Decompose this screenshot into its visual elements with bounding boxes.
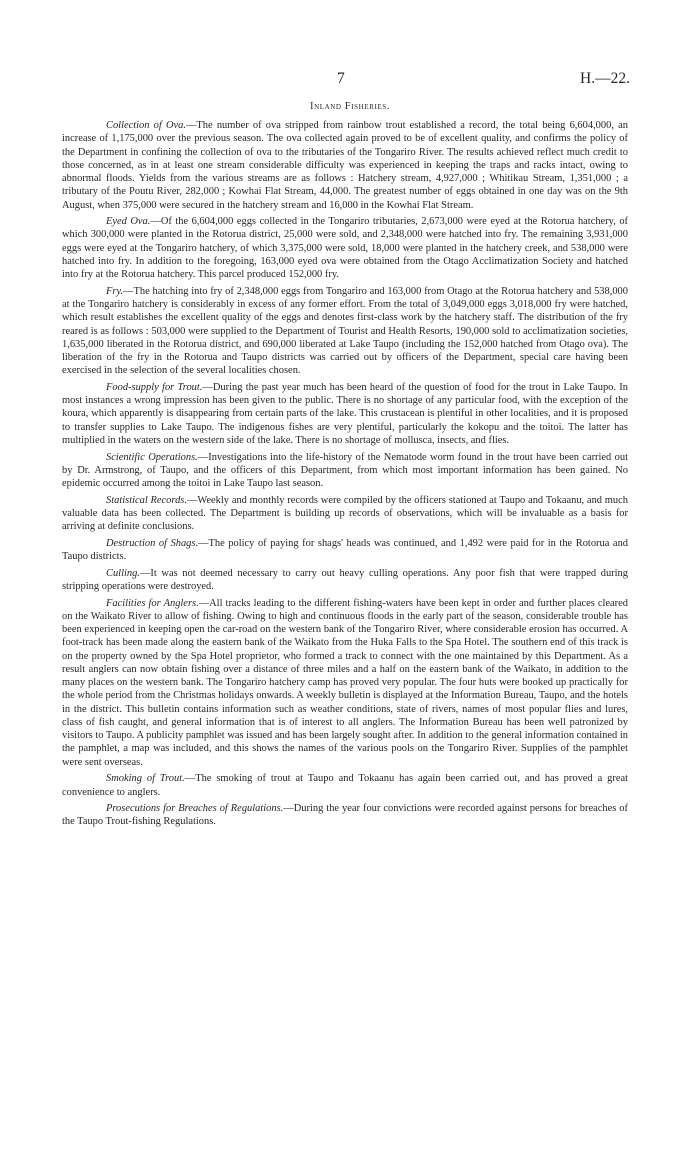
paragraph-heading: Collection of Ova. xyxy=(106,120,186,131)
paragraph-text: —The smoking of trout at Taupo and Tokaanu has again been carried out, and has proved a great convenience to anglers. xyxy=(62,773,628,798)
paragraph-text: —The policy of paying for shags' heads was continued, and 1,492 were paid for in the Rotorua and Taupo districts. xyxy=(62,537,629,563)
document-body xyxy=(62,119,628,832)
paragraph-fry xyxy=(62,285,628,378)
paragraph-text: —All tracks leading to the different fishing-waters have been kept in order and further places cleared on the Waikato River to allow of fishing. Owing to high and continuous floods in the early part of the season, considerable trouble has been experienced in keeping open the car-road on the western bank of the Tongariro River, where considerable erosion has occurred. A foot-track has been made along the eastern bank of the Waikato from the Huka Falls to the Spa Hotel. The southern end of this track is on the property owned by the Spa Hotel proprietor, who formed a track to connect with the one maintained by this Department. As a result anglers can now obtain fishing over a distance of three miles and a half on the eastern bank of the Waikato, in addition to the many places on the western bank. The Tongariro hatchery camp has proved very popular. The four huts were booked up practically for the whole period from the Christmas holidays onwards. A weekly bulletin is displayed at the Information Bureau, Taupo, and the hotels in the district. This bulletin contains information such as weather conditions, state of rivers, names of most popular flies and lures, class of fish caught, and general information that is of interest to all anglers. The Information Bureau has been well patronized by visitors to Taupo. A publicity pamphlet was issued and has been largely sought after. In addition to the general information contained in the pamphlet, a map was included, and this shows the names of the various pools on the Tongariro River. Supplies of the pamphlet were sent overseas. xyxy=(62,597,628,768)
paragraph-food-supply xyxy=(62,381,628,447)
paragraph-heading: Prosecutions for Breaches of Regulations. xyxy=(106,803,284,815)
page-header xyxy=(60,70,630,94)
paragraph-culling xyxy=(62,567,628,594)
paragraph-collection-of-ova xyxy=(62,119,628,212)
paragraph-smoking-of-trout xyxy=(62,772,628,799)
paragraph-text: —The hatching into fry of 2,348,000 eggs from Tongariro and 163,000 from Otago at the Rotorua hatchery and 538,000 at the Tongariro hatchery is considerably in excess of any former effort. From the total of 3,049,000 eggs 3,018,000 fry were hatched, which result establishes the excellent quality of the eggs and denotes first-class work by the hatchery staff. The distribution of the fry reared is as follows : 503,000 were supplied to the Department of Tourist and Health Resorts, 190,000 sold to acclimatization societies, 1,635,000 liberated in the Rotorua district, and 690,000 liberated at Lake Taupo (including the 152,000 hatched from Otago ova). The liberation of the fry in the Rotorua and Taupo districts was carried out by officers of the Department, special care having been exercised in the selection of the several localities chosen. xyxy=(62,285,628,377)
paragraph-text: —The number of ova stripped from rainbow trout established a record, the total being 6,604,000, an increase of 1,175,000 over the previous season. The ova collected again proved to be of excellent quality, and confirms the policy of the Department in confining the collection of ova to the tributaries of the Tongariro River. The results achieved reflect much credit to those concerned, as in at least one stream considerable difficulty was experienced in keeping the traps and racks intact, owing to abnormal floods. Yields from the various streams are as follows : Hatchery stream, 4,927,000 ; Whitikau Stream, 1,351,000 ; a tributary of the Poutu River, 282,000 ; Kowhai Flat Stream, 44,000. The greatest number of eggs obtained in one day was on the 9th August, when 375,000 were secured in the hatchery stream and 16,000 in the Kowhai Flat Stream. xyxy=(62,120,628,211)
paragraph-prosecutions xyxy=(62,802,628,829)
paragraph-heading: Eyed Ova. xyxy=(106,216,151,228)
paragraph-statistical-records xyxy=(62,494,628,534)
paragraph-text: —Investigations into the life-history of the Nematode worm found in the trout have been carried out by Dr. Armstrong, of Taupo, and the officers of this Department, from which most important information has been gained. No epidemic occurred among the toitoi in Lake Taupo last season. xyxy=(62,451,628,490)
paragraph-facilities-for-anglers xyxy=(62,597,628,769)
paragraph-heading: Fry. xyxy=(106,285,124,297)
paragraph-destruction-of-shags xyxy=(62,537,628,564)
paragraph-scientific-operations xyxy=(62,451,628,491)
document-reference: H.—22. xyxy=(580,70,630,87)
paragraph-text: —Weekly and monthly records were compiled by the officers stationed at Taupo and Tokaanu, and much valuable data has been collected. The Department is building up records of observations, which will be invaluable as a basis for arriving at definite conclusions. xyxy=(62,494,628,533)
section-title: Inland Fisheries. xyxy=(309,101,390,112)
paragraph-heading: Facilities for Anglers. xyxy=(106,597,199,609)
paragraph-text: —During the past year much has been heard of the question of food for the trout in Lake Taupo. In most instances a wrong impression has been given to the public. There is no shortage of any particular food, with the exception of the koura, which apparently is disappearing from certain parts of the lake. This crustacean is plentiful in other localities, and it is proposed to transfer supplies to Lake Taupo. The indigenous fishes are very plentiful, particularly the kokopu and the toitoi. The latter has multiplied in the waters on the western side of the lake. There is no shortage of mollusca, insects, and flies. xyxy=(62,381,628,446)
paragraph-heading: Destruction of Shags. xyxy=(106,537,199,549)
paragraph-heading: Scientific Operations. xyxy=(106,451,198,463)
page-number: 7 xyxy=(337,70,345,87)
paragraph-heading: Culling. xyxy=(106,567,140,579)
paragraph-text: —During the year four convictions were recorded against persons for breaches of the Taupo Trout-fishing Regulations. xyxy=(62,803,628,828)
paragraph-heading: Statistical Records. xyxy=(106,494,187,506)
paragraph-text: —It was not deemed necessary to carry out heavy culling operations. Any poor fish that were trapped during stripping operations were destroyed. xyxy=(62,567,628,592)
paragraph-eyed-ova xyxy=(62,215,628,281)
paragraph-heading: Food-supply for Trout. xyxy=(106,381,203,393)
paragraph-heading: Smoking of Trout. xyxy=(106,773,185,785)
paragraph-text: —Of the 6,604,000 eggs collected in the Tongariro tributaries, 2,673,000 were eyed at the Rotorua hatchery, of which 300,000 were planted in the Rotorua district, 25,000 were sold, and 2,348,000 were hatched into fry. The remaining 3,931,000 eggs were eyed at the Tongariro hatchery, of which 3,375,000 were sold, 18,000 were planted in the hatchery creek, and 538,000 were hatched into fry. In addition to the foregoing, 163,000 eyed ova were obtained from the Otago Acclimatization Society and hatched into fry at the Rotorua hatchery. This parcel produced 152,000 fry. xyxy=(62,216,629,281)
